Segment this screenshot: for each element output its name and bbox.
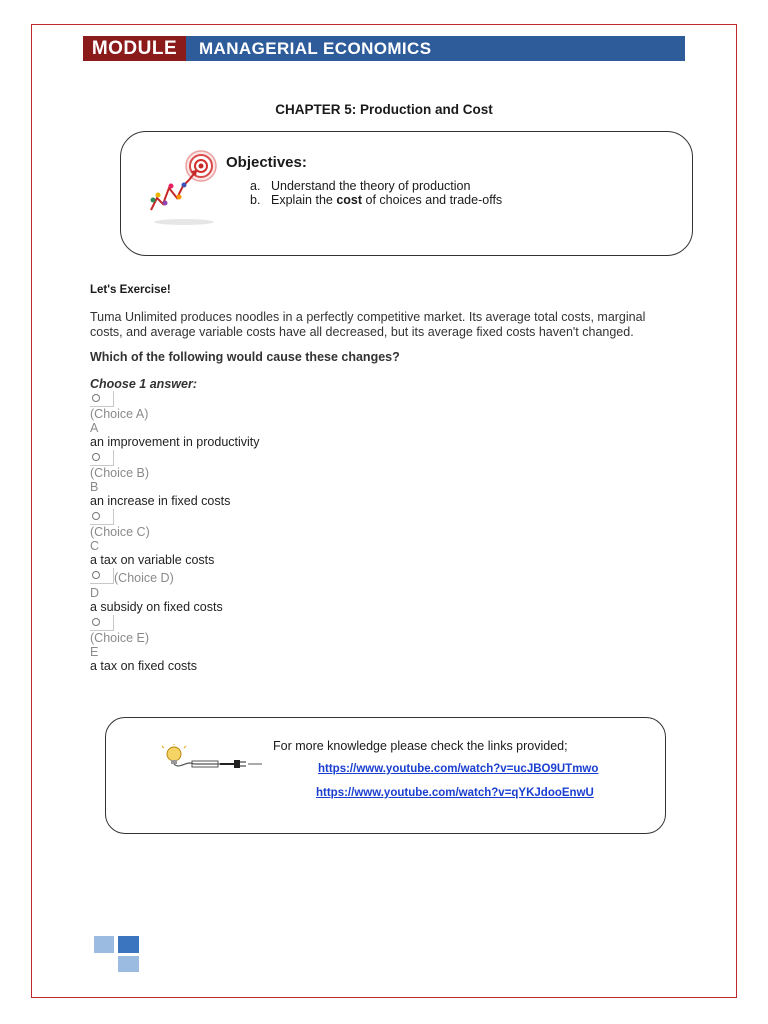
choice-e[interactable]	[90, 615, 670, 673]
choice-text: a tax on fixed costs	[90, 659, 198, 673]
choice-label: (Choice E)	[90, 631, 150, 645]
objective-text-pre: Explain the	[271, 192, 337, 207]
radio-button[interactable]	[90, 568, 114, 584]
objective-text	[271, 194, 502, 208]
links-box	[105, 717, 666, 834]
youtube-link-2[interactable]: https://www.youtube.com/watch?v=qYKJdooEnwU	[316, 787, 594, 799]
choice-label: (Choice A)	[90, 407, 149, 421]
choice-d[interactable]	[90, 568, 670, 614]
radio-circle-icon	[92, 618, 100, 626]
objective-item	[250, 180, 502, 194]
choice-a[interactable]	[90, 391, 670, 449]
objective-text: Understand the theory of production	[271, 179, 471, 193]
choice-label: (Choice D)	[114, 571, 174, 585]
objective-item	[250, 194, 502, 208]
module-title: MANAGERIAL ECONOMICS	[199, 39, 432, 58]
module-banner	[83, 36, 685, 61]
exercise-question: Which of the following would cause these changes?	[90, 350, 400, 364]
radio-circle-icon	[92, 394, 100, 402]
choice-letter: E	[90, 645, 99, 659]
chapter-title: CHAPTER 5: Production and Cost	[275, 102, 493, 117]
choice-b[interactable]	[90, 450, 670, 508]
objectives-heading: Objectives:	[226, 154, 307, 171]
lightbulb-plug-icon	[160, 744, 264, 770]
radio-circle-icon	[92, 571, 100, 579]
youtube-link-1[interactable]: https://www.youtube.com/watch?v=ucJBO9UTmwo	[318, 763, 599, 775]
choice-c[interactable]	[90, 509, 670, 567]
links-intro: For more knowledge please check the links provided;	[273, 739, 568, 753]
objective-letter: a.	[250, 179, 261, 193]
exercise-section	[90, 284, 670, 673]
choice-text: an improvement in productivity	[90, 435, 260, 449]
choice-letter: A	[90, 421, 99, 435]
radio-button[interactable]	[90, 450, 114, 466]
choice-text: a tax on variable costs	[90, 553, 215, 567]
exercise-paragraph: Tuma Unlimited produces noodles in a perfectly competitive market. Its average total costs, marginal costs, and average variable costs have all decreased, but its average fixed costs haven't changed.	[90, 310, 646, 339]
radio-button[interactable]	[90, 391, 114, 407]
exercise-heading: Let's Exercise!	[90, 284, 171, 296]
choice-letter: D	[90, 586, 100, 600]
choice-text: a subsidy on fixed costs	[90, 600, 223, 614]
choice-text: an increase in fixed costs	[90, 494, 231, 508]
choice-label: (Choice C)	[90, 525, 150, 539]
objective-text-post: of choices and trade-offs	[362, 192, 503, 207]
objectives-list	[250, 180, 502, 207]
module-label: MODULE	[83, 36, 186, 61]
choose-instruction: Choose 1 answer:	[90, 377, 197, 391]
radio-circle-icon	[92, 453, 100, 461]
choice-label: (Choice B)	[90, 466, 150, 480]
objective-letter: b.	[250, 192, 261, 207]
footer-squares-logo	[90, 932, 144, 974]
radio-button[interactable]	[90, 615, 114, 631]
choice-letter: C	[90, 539, 100, 553]
radio-circle-icon	[92, 512, 100, 520]
choice-letter: B	[90, 480, 99, 494]
target-growth-icon	[139, 140, 229, 230]
radio-button[interactable]	[90, 509, 114, 525]
objective-text-bold: cost	[336, 192, 363, 207]
